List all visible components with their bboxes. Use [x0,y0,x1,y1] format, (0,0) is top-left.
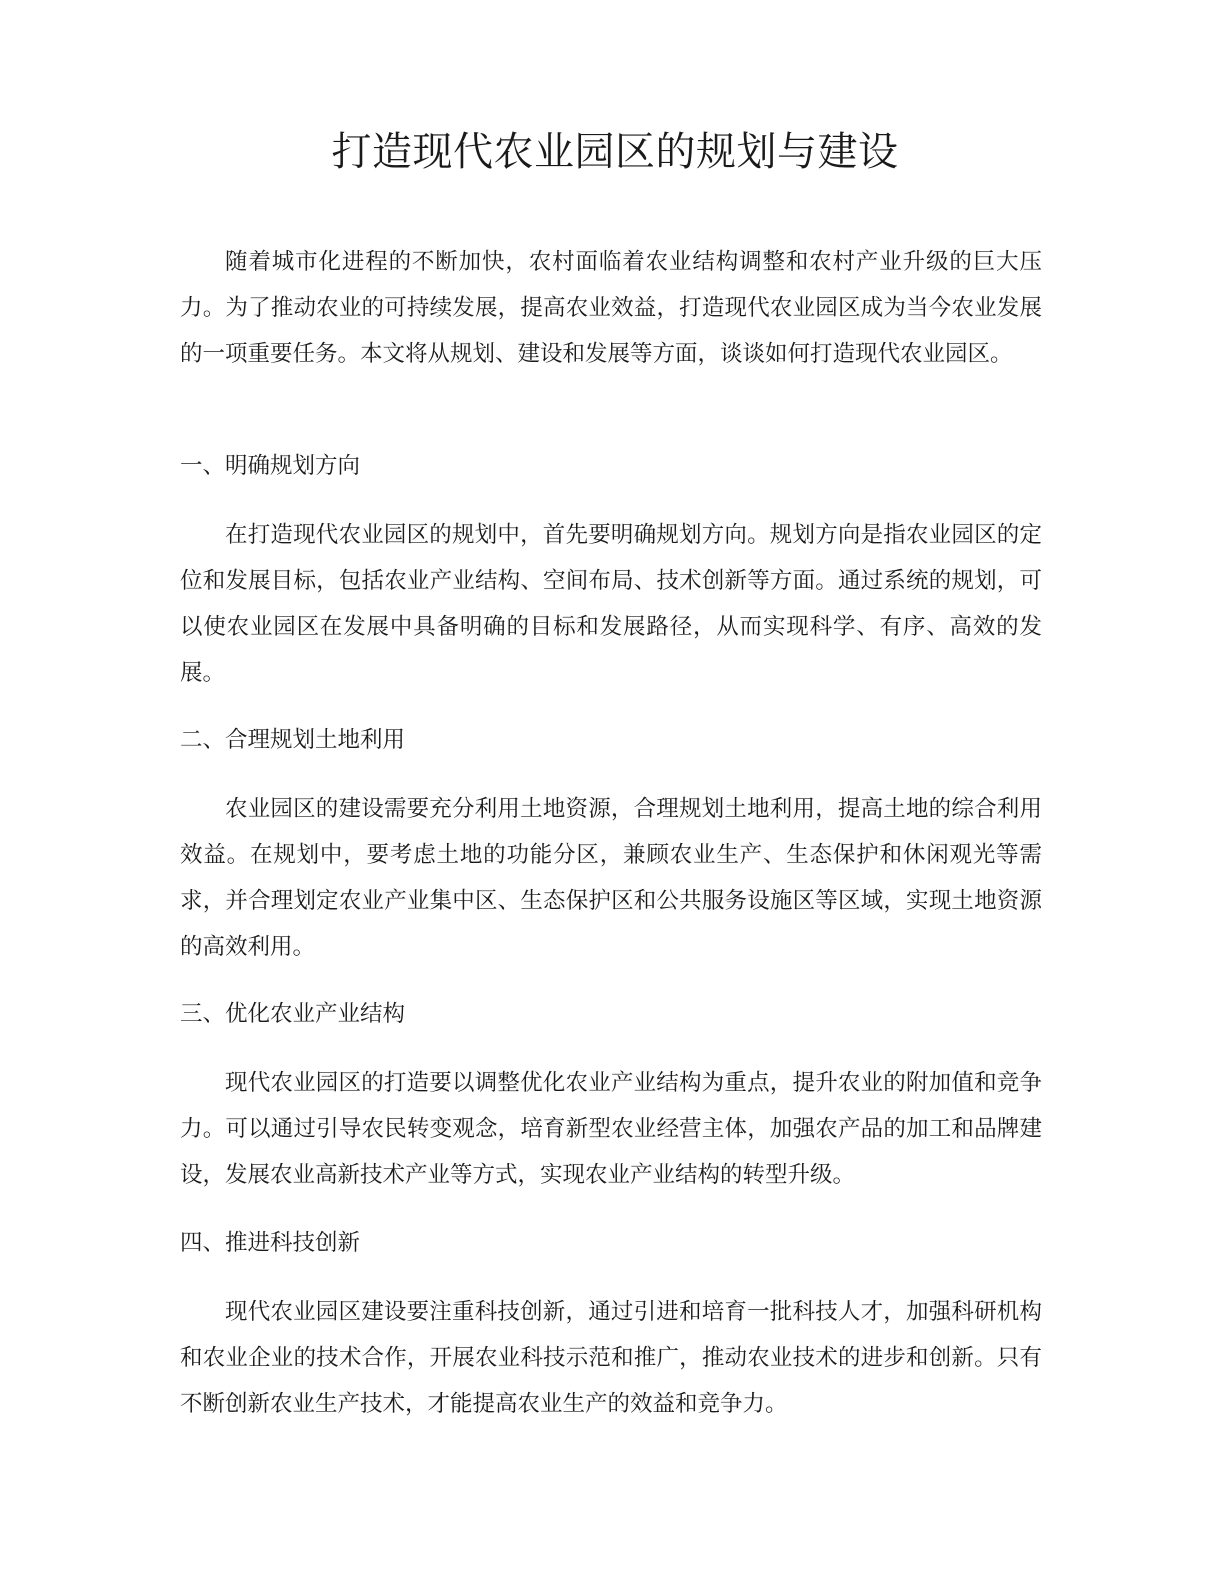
section-heading-1: 一、明确规划方向 [180,453,361,479]
section-body-1: 在打造现代农业园区的规划中，首先要明确规划方向。规划方向是指农业园区的定位和发展目标，包括农业产业结构、空间布局、技术创新等方面。通过系统的规划，可以使农业园区在发展中具备明确的目标和发展路径，从而实现科学、有序、高效的发展。 [180,522,1042,686]
section-heading-4: 四、推进科技创新 [180,1230,361,1256]
document-title: 打造现代农业园区的规划与建设 [331,129,899,175]
section-heading-3: 三、优化农业产业结构 [180,1001,406,1027]
section-body-3: 现代农业园区的打造要以调整优化农业产业结构为重点，提升农业的附加值和竞争力。可以通过引导农民转变观念，培育新型农业经营主体，加强农产品的加工和品牌建设，发展农业高新技术产业等方式，实现农业产业结构的转型升级。 [180,1070,1042,1188]
intro-paragraph: 随着城市化进程的不断加快，农村面临着农业结构调整和农村产业升级的巨大压力。为了推动农业的可持续发展，提高农业效益，打造现代农业园区成为当今农业发展的一项重要任务。本文将从规划、建设和发展等方面，谈谈如何打造现代农业园区。 [180,249,1042,367]
section-body-4: 现代农业园区建设要注重科技创新，通过引进和培育一批科技人才，加强科研机构和农业企业的技术合作，开展农业科技示范和推广，推动农业技术的进步和创新。只有不断创新农业生产技术，才能提高农业生产的效益和竞争力。 [180,1299,1042,1417]
section-body-2: 农业园区的建设需要充分利用土地资源，合理规划土地利用，提高土地的综合利用效益。在规划中，要考虑土地的功能分区，兼顾农业生产、生态保护和休闲观光等需求，并合理划定农业产业集中区、生态保护区和公共服务设施区等区域，实现土地资源的高效利用。 [180,796,1042,960]
section-heading-2: 二、合理规划土地利用 [180,727,406,753]
